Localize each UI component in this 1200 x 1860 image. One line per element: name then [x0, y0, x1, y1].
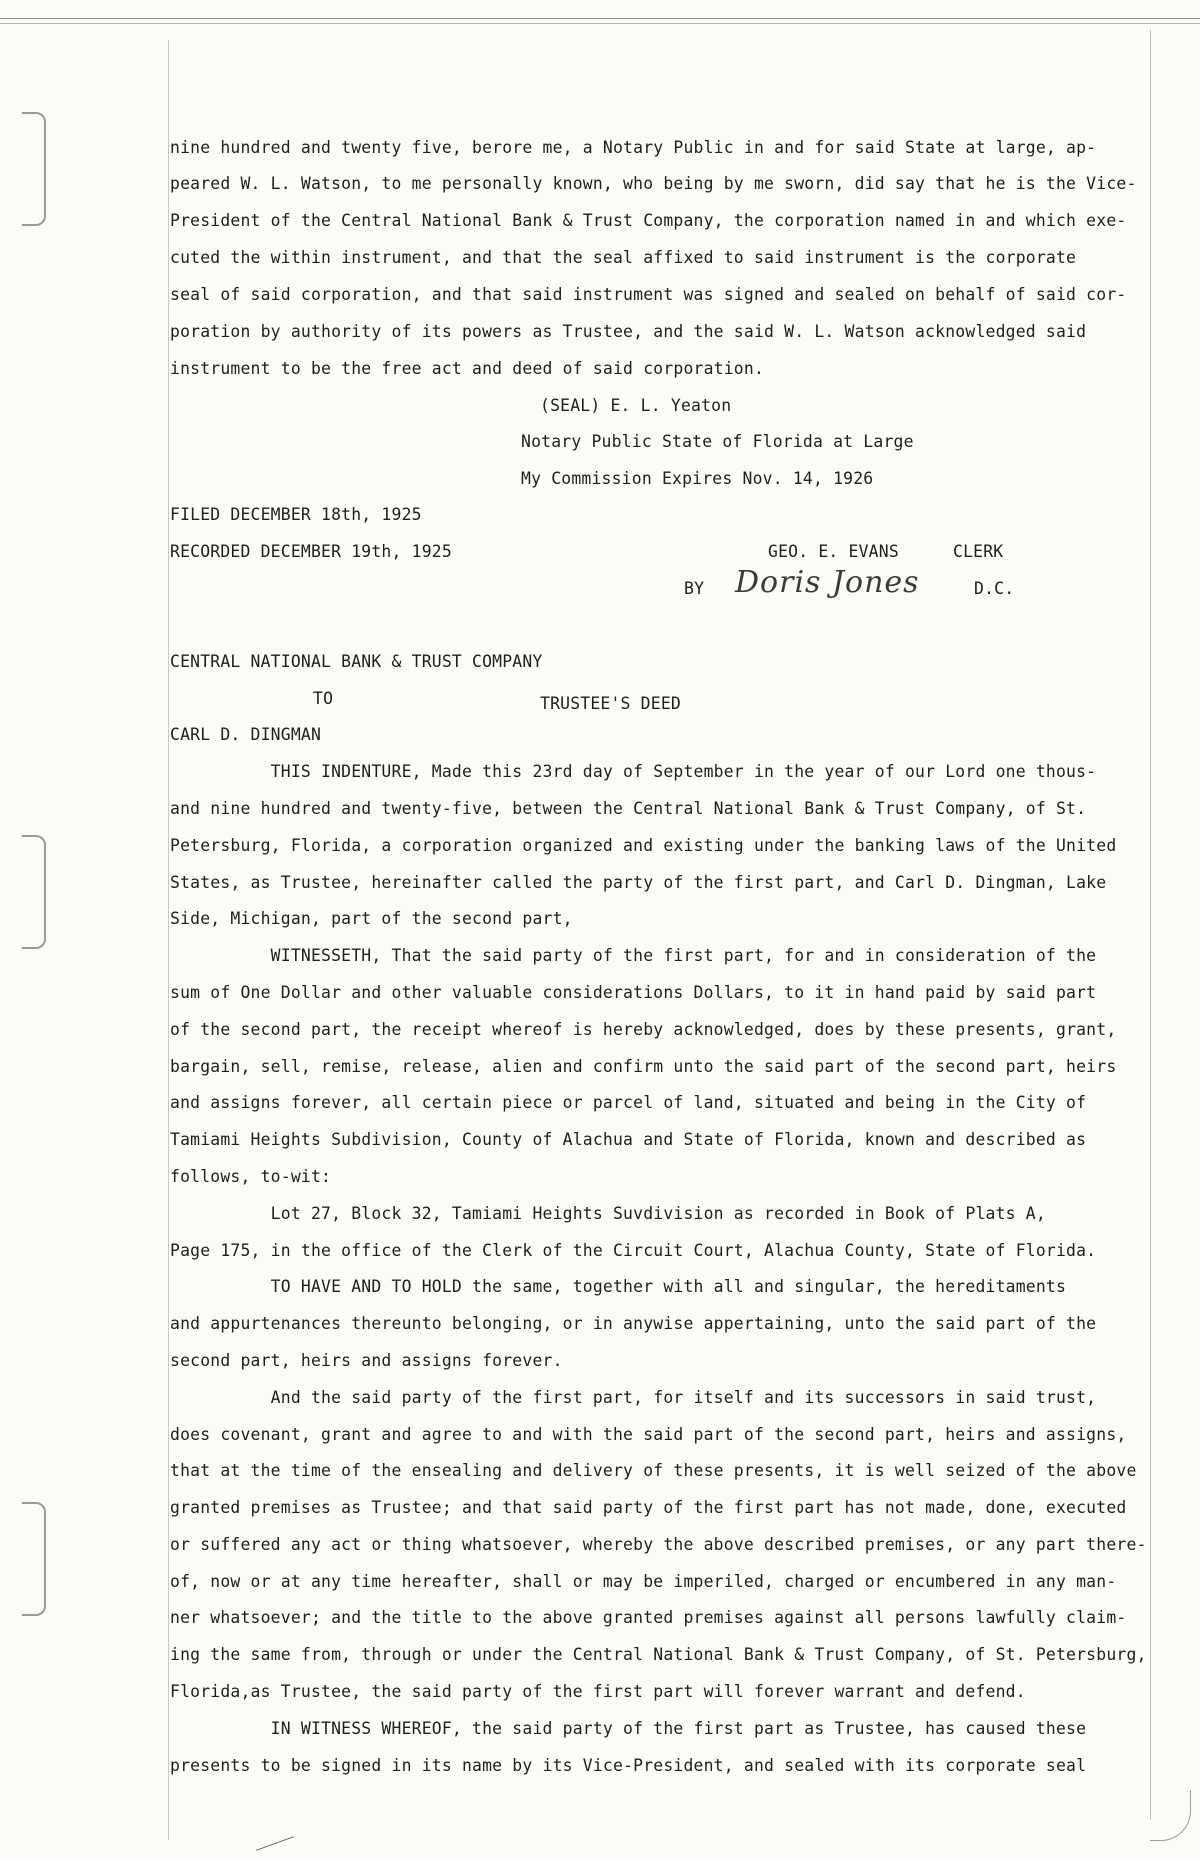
deed-line: Petersburg, Florida, a corporation organized and existing under the banking laws of the United: [170, 836, 1117, 855]
deed-line: Page 175, in the office of the Clerk of the Circuit Court, Alachua County, State of Florida.: [170, 1241, 1097, 1260]
deed-line: and nine hundred and twenty-five, between the Central National Bank & Trust Company, of St.: [170, 799, 1087, 818]
to-label: TO: [313, 689, 334, 708]
notary-line: nine hundred and twenty five, berore me, a Notary Public in and for said State at large, ap-: [170, 138, 1097, 157]
page-corner-curl: [1150, 1790, 1191, 1841]
deed-line: and assigns forever, all certain piece or parcel of land, situated and being in the City of: [170, 1093, 1087, 1112]
deed-line: Tamiami Heights Subdivision, County of Alachua and State of Florida, known and described as: [170, 1130, 1087, 1149]
seal-line: (SEAL) E. L. Yeaton: [540, 396, 732, 415]
deed-line: States, as Trustee, hereinafter called the party of the first part, and Carl D. Dingman, Lake: [170, 873, 1107, 892]
deed-line: WITNESSETH, That the said party of the first part, for and in consideration of the: [170, 946, 1097, 965]
deed-line: TO HAVE AND TO HOLD the same, together with all and singular, the hereditaments: [170, 1277, 1067, 1296]
clerk-title: CLERK: [953, 542, 1004, 561]
deed-line: IN WITNESS WHEREOF, the said party of the first part as Trustee, has caused these: [170, 1719, 1087, 1738]
commission-expiry: My Commission Expires Nov. 14, 1926: [521, 469, 874, 488]
grantee-name: CARL D. DINGMAN: [170, 725, 322, 744]
deed-line: second part, heirs and assigns forever.: [170, 1351, 563, 1370]
deed-line: THIS INDENTURE, Made this 23rd day of September in the year of our Lord one thous-: [170, 762, 1097, 781]
deed-line: presents to be signed in its name by its Vice-President, and sealed with its corporate seal: [170, 1756, 1087, 1775]
deed-line: follows, to-wit:: [170, 1167, 332, 1186]
deputy-clerk-label: D.C.: [974, 579, 1015, 598]
deed-line: or suffered any act or thing whatsoever, whereby the above described premises, or any part there-: [170, 1535, 1147, 1554]
deed-line: Side, Michigan, part of the second part,: [170, 909, 573, 928]
notary-title: Notary Public State of Florida at Large: [521, 432, 914, 451]
notary-line: instrument to be the free act and deed of said corporation.: [170, 359, 765, 378]
deputy-clerk-signature: Doris Jones: [735, 565, 920, 600]
notary-line: President of the Central National Bank & Trust Company, the corporation named in and which exe-: [170, 211, 1127, 230]
deed-line: of the second part, the receipt whereof is hereby acknowledged, does by these presents, grant,: [170, 1020, 1117, 1039]
deed-line: granted premises as Trustee; and that said party of the first part has not made, done, executed: [170, 1498, 1127, 1517]
by-label: BY: [684, 579, 705, 598]
binder-hole-icon: [22, 835, 46, 949]
deed-line: does covenant, grant and agree to and with the said part of the second part, heirs and assigns,: [170, 1425, 1127, 1444]
notary-line: seal of said corporation, and that said instrument was signed and sealed on behalf of said cor-: [170, 285, 1127, 304]
right-margin-line: [1150, 30, 1151, 1820]
filed-date: FILED DECEMBER 18th, 1925: [170, 505, 422, 524]
deed-line: And the said party of the first part, for itself and its successors in said trust,: [170, 1388, 1097, 1407]
binder-hole-icon: [22, 112, 46, 226]
notary-line: peared W. L. Watson, to me personally known, who being by me sworn, did say that he is the Vice-: [170, 174, 1137, 193]
clerk-name: GEO. E. EVANS: [768, 542, 899, 561]
document-type: TRUSTEE'S DEED: [540, 694, 681, 713]
binder-hole-icon: [22, 1502, 46, 1616]
deed-line: that at the time of the ensealing and delivery of these presents, it is well seized of the above: [170, 1461, 1137, 1480]
deed-line: and appurtenances thereunto belonging, or in anywise appertaining, unto the said part of the: [170, 1314, 1097, 1333]
notary-line: cuted the within instrument, and that the seal affixed to said instrument is the corporate: [170, 248, 1077, 267]
pencil-mark: [256, 1836, 294, 1851]
deed-line: Lot 27, Block 32, Tamiami Heights Suvdivision as recorded in Book of Plats A,: [170, 1204, 1046, 1223]
grantor-name: CENTRAL NATIONAL BANK & TRUST COMPANY: [170, 652, 543, 671]
notary-line: poration by authority of its powers as Trustee, and the said W. L. Watson acknowledged said: [170, 322, 1087, 341]
recorded-date: RECORDED DECEMBER 19th, 1925: [170, 542, 452, 561]
deed-line: bargain, sell, remise, release, alien and confirm unto the said part of the second part, heirs: [170, 1057, 1117, 1076]
deed-line: Florida,as Trustee, the said party of the first part will forever warrant and defend.: [170, 1682, 1026, 1701]
top-rule: [0, 18, 1200, 24]
deed-line: ing the same from, through or under the Central National Bank & Trust Company, of St. Petersburg,: [170, 1645, 1147, 1664]
left-margin-line: [168, 40, 169, 1840]
deed-line: ner whatsoever; and the title to the above granted premises against all persons lawfully claim-: [170, 1608, 1127, 1627]
deed-line: of, now or at any time hereafter, shall or may be imperiled, charged or encumbered in any man-: [170, 1572, 1117, 1591]
deed-line: sum of One Dollar and other valuable considerations Dollars, to it in hand paid by said part: [170, 983, 1097, 1002]
